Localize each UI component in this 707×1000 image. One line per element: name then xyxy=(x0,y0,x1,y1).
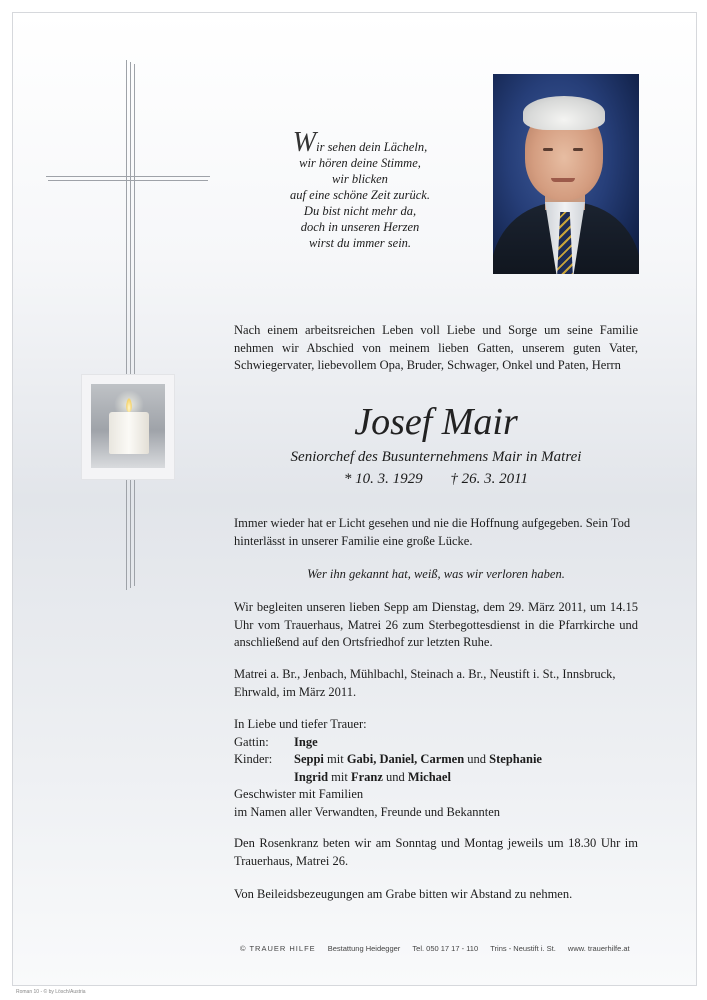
children-row: Kinder: Seppi mit Gabi, Daniel, Carmen und Stephanie xyxy=(234,751,654,769)
footer xyxy=(240,944,660,953)
poem-line: wirst du immer sein. xyxy=(308,236,412,250)
footer-website: www. trauerhilfe.at xyxy=(567,944,630,953)
portrait-photo xyxy=(493,74,639,274)
candle-image xyxy=(82,375,174,479)
poem-line: doch in unseren Herzen xyxy=(300,220,420,234)
footer-phone: Tel. 050 17 17 - 110 xyxy=(412,944,479,953)
condolences-paragraph: Von Beileidsbezeugungen am Grabe bitten wir Abstand zu nehmen. xyxy=(234,887,573,901)
footer-location: Trins - Neustift i. St. xyxy=(490,944,556,953)
poem-line: Wir sehen dein Lächeln, xyxy=(292,127,428,158)
mourners-list xyxy=(234,716,654,821)
poem-initial: W xyxy=(292,127,317,158)
quote-line: Wer ihn gekannt hat, weiß, was wir verloren haben. xyxy=(307,567,565,581)
poem-line: auf eine schöne Zeit zurück. xyxy=(290,188,430,202)
corner-note: Roman 10 - © by Lösch/Austria xyxy=(16,989,86,995)
spouse-label: Gattin: xyxy=(234,734,269,749)
light-paragraph: Immer wieder hat er Licht gesehen und nie die Hoffnung aufgegeben. Sein Tod hinterlässt in unserer Familie eine große Lücke. xyxy=(234,516,631,548)
rosary-paragraph: Den Rosenkranz beten wir am Sonntag und Montag jeweils um 18.30 Uhr im Trauerhaus, Matrei 26. xyxy=(234,836,638,868)
places-paragraph: Matrei a. Br., Jenbach, Mühlbachl, Steinach a. Br., Neustift i. St., Innsbruck, Ehrwald, im März 2011. xyxy=(234,667,616,699)
intro-paragraph: Nach einem arbeitsreichen Leben voll Liebe und Sorge um seine Familie nehmen wir Abschied von meinem lieben Gatten, unserem guten Vater, Schwiegervater, liebevollem Opa, Bruder, Schwager, Onkel und Paten, Herrn xyxy=(234,323,638,372)
footer-company: Bestattung Heidegger xyxy=(327,944,401,953)
birth-date: * 10. 3. 1929 xyxy=(343,471,423,487)
mourners-heading: In Liebe und tiefer Trauer: xyxy=(234,717,367,731)
spouse-row xyxy=(234,734,654,752)
siblings-line: Geschwister mit Familien xyxy=(234,787,364,801)
poem-line: wir blicken xyxy=(332,172,388,186)
poem-line: wir hören deine Stimme, xyxy=(299,156,421,170)
spouse-name: Inge xyxy=(294,734,318,749)
children-label: Kinder: xyxy=(234,752,273,766)
others-line: im Namen aller Verwandten, Freunde und Bekannten xyxy=(234,804,501,819)
footer-brand: © TRAUER HILFE xyxy=(240,944,316,953)
life-dates xyxy=(234,469,638,489)
deceased-role: Seniorchef des Busunternehmens Mair in Matrei xyxy=(290,449,582,465)
poem xyxy=(250,127,470,251)
death-date: † 26. 3. 2011 xyxy=(450,471,529,487)
deceased-name: Josef Mair xyxy=(354,401,518,443)
children-row-2: Ingrid mit Franz und Michael xyxy=(294,769,451,784)
funeral-paragraph: Wir begleiten unseren lieben Sepp am Dienstag, dem 29. März 2011, um 14.15 Uhr vom Trauerhaus, Matrei 26 zum Sterbegottesdienst in die Pfarrkirche und anschließend auf den Ortsfriedhof zur letzten Ruhe. xyxy=(234,600,638,649)
poem-line: Du bist nicht mehr da, xyxy=(303,204,417,218)
